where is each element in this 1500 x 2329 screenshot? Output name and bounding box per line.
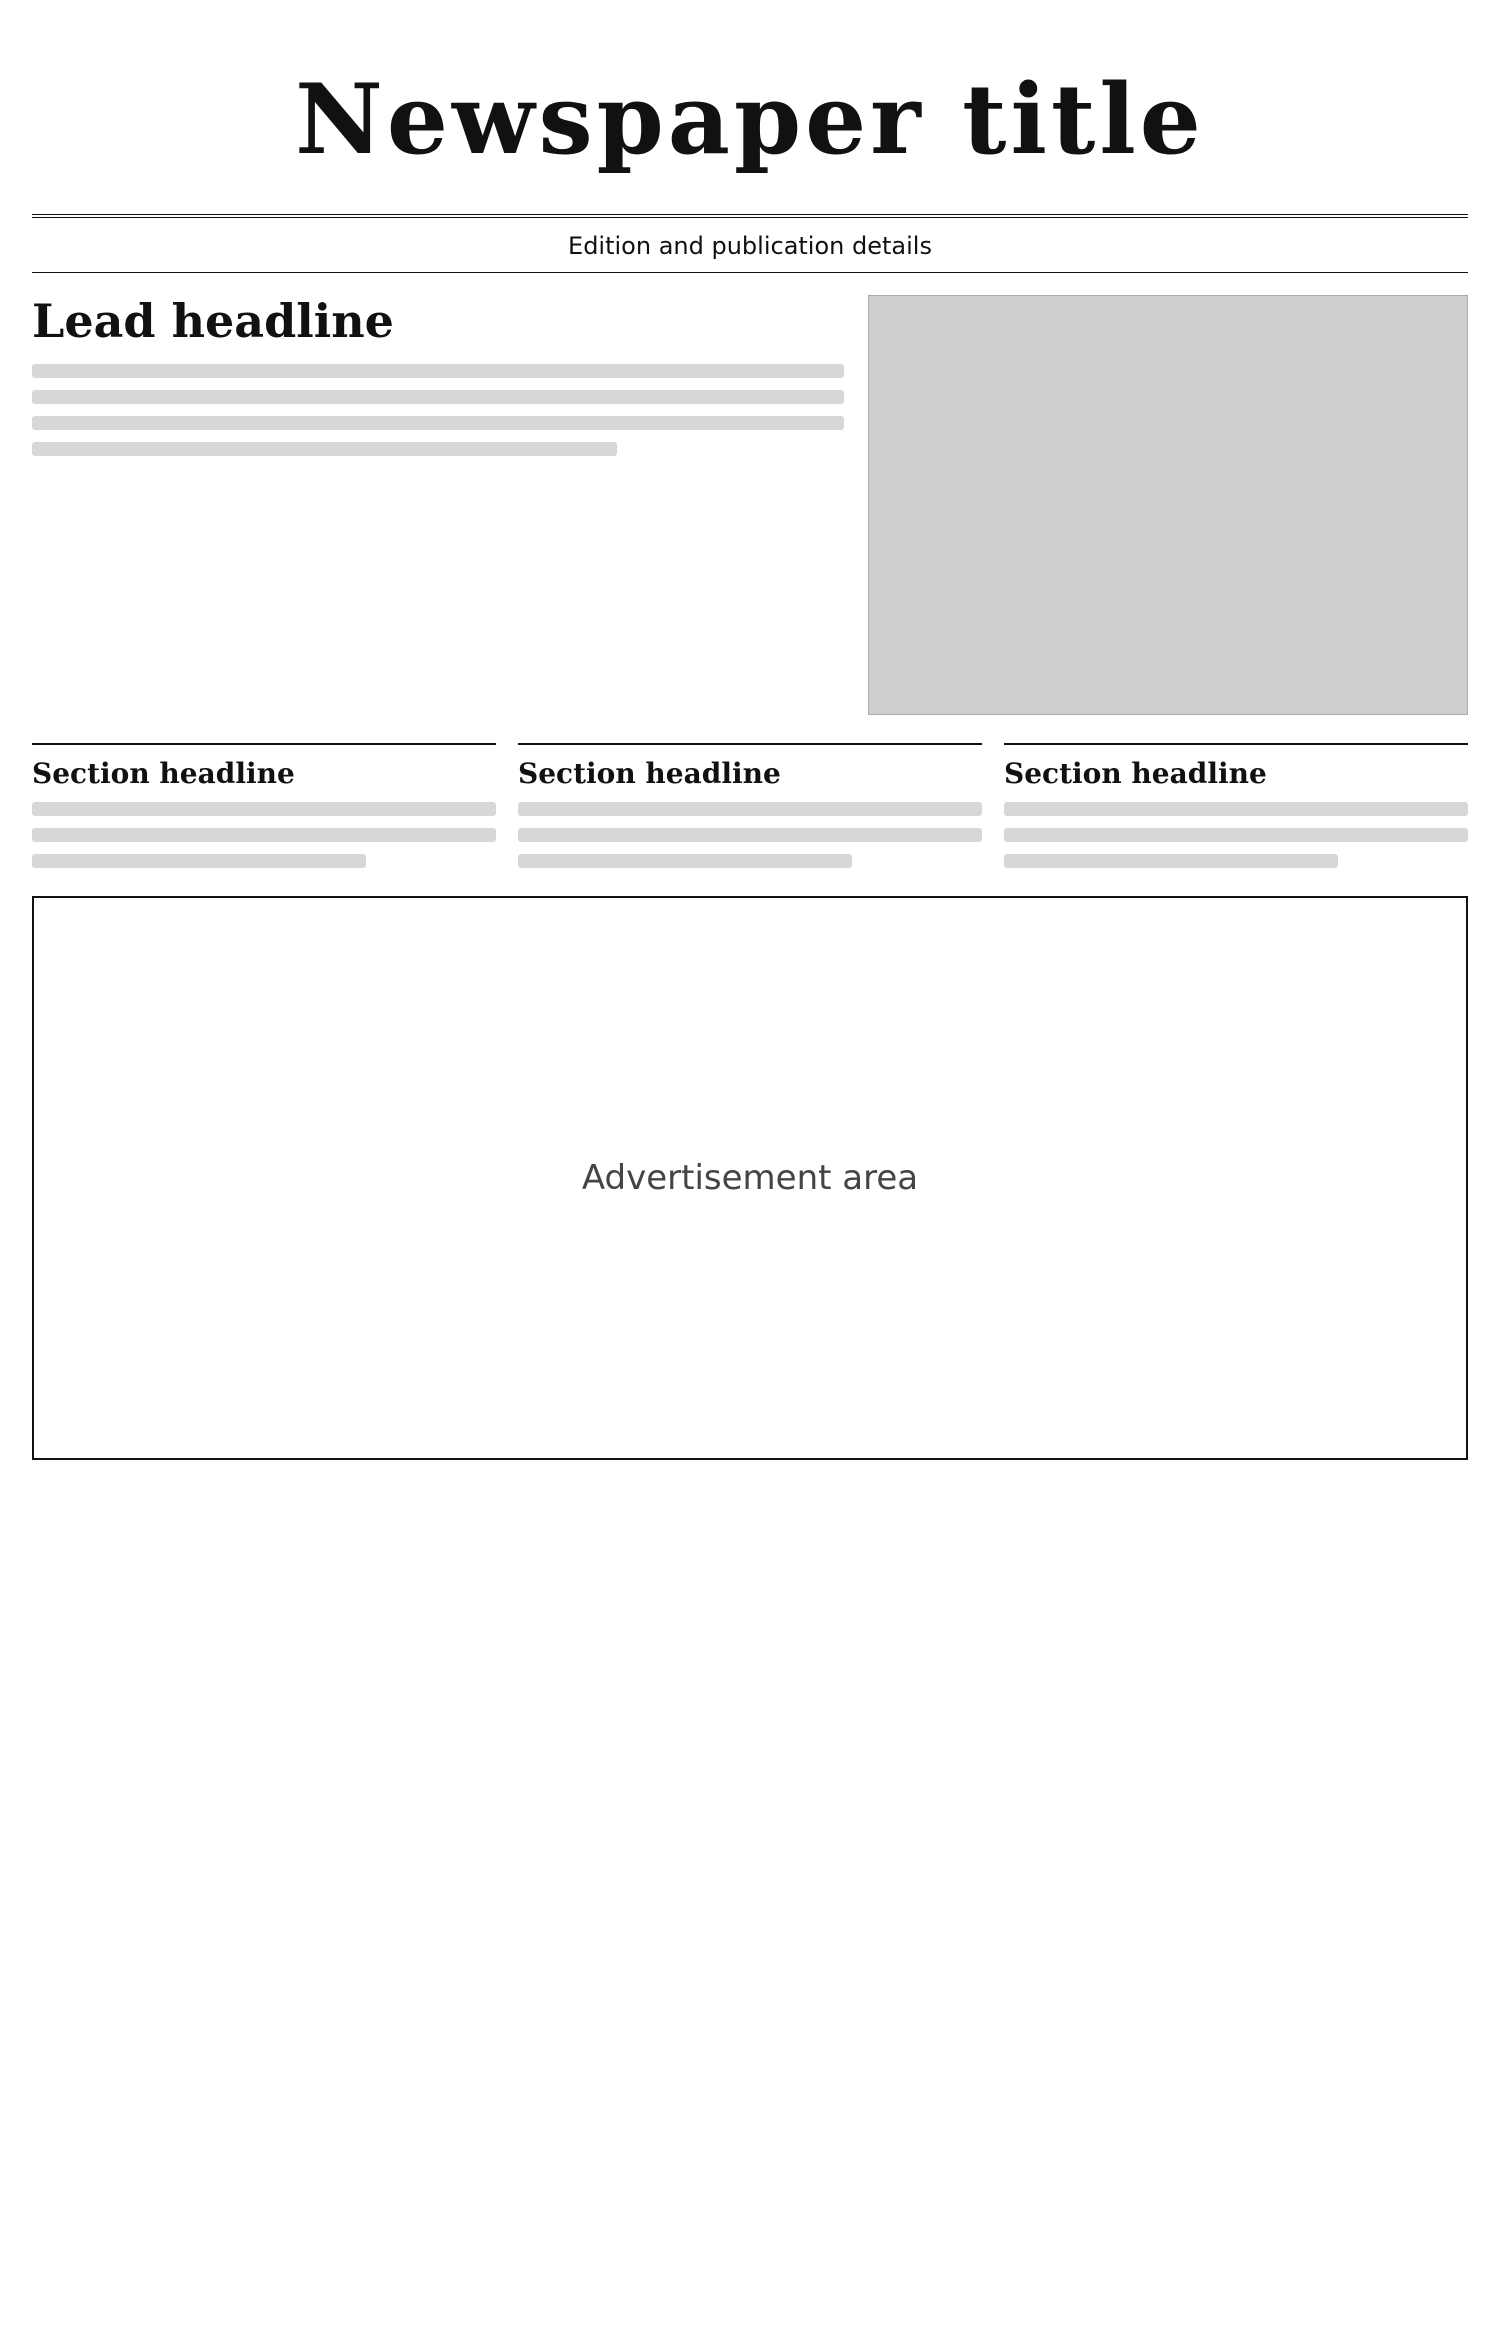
text-line [518,854,852,868]
main-content [32,295,1468,715]
story-headline: Section headline [1004,757,1267,790]
lead-body [32,364,844,456]
advertisement-label: Advertisement area [581,1158,919,1198]
text-line [518,828,982,842]
lower-columns [32,743,1468,868]
story-column [32,743,496,868]
lead-image-placeholder [868,295,1468,715]
story-column [518,743,982,868]
text-line [32,364,844,378]
lead-story [32,295,844,715]
story-headline: Section headline [32,757,295,790]
story-column [1004,743,1468,868]
text-line [32,854,366,868]
text-line [32,416,844,430]
text-line [1004,828,1468,842]
masthead [32,24,1468,218]
text-line [1004,854,1338,868]
story-headline: Section headline [518,757,781,790]
text-line [32,802,496,816]
edition-strap: Edition and publication details [32,232,1468,273]
text-line [32,828,496,842]
masthead-title: Newspaper title [295,62,1205,176]
lead-headline: Lead headline [32,294,394,348]
story-body [518,802,982,868]
text-line [32,390,844,404]
text-line [1004,802,1468,816]
story-body [1004,802,1468,868]
text-line [518,802,982,816]
advertisement-block [32,896,1468,1460]
text-line [32,442,617,456]
story-body [32,802,496,868]
